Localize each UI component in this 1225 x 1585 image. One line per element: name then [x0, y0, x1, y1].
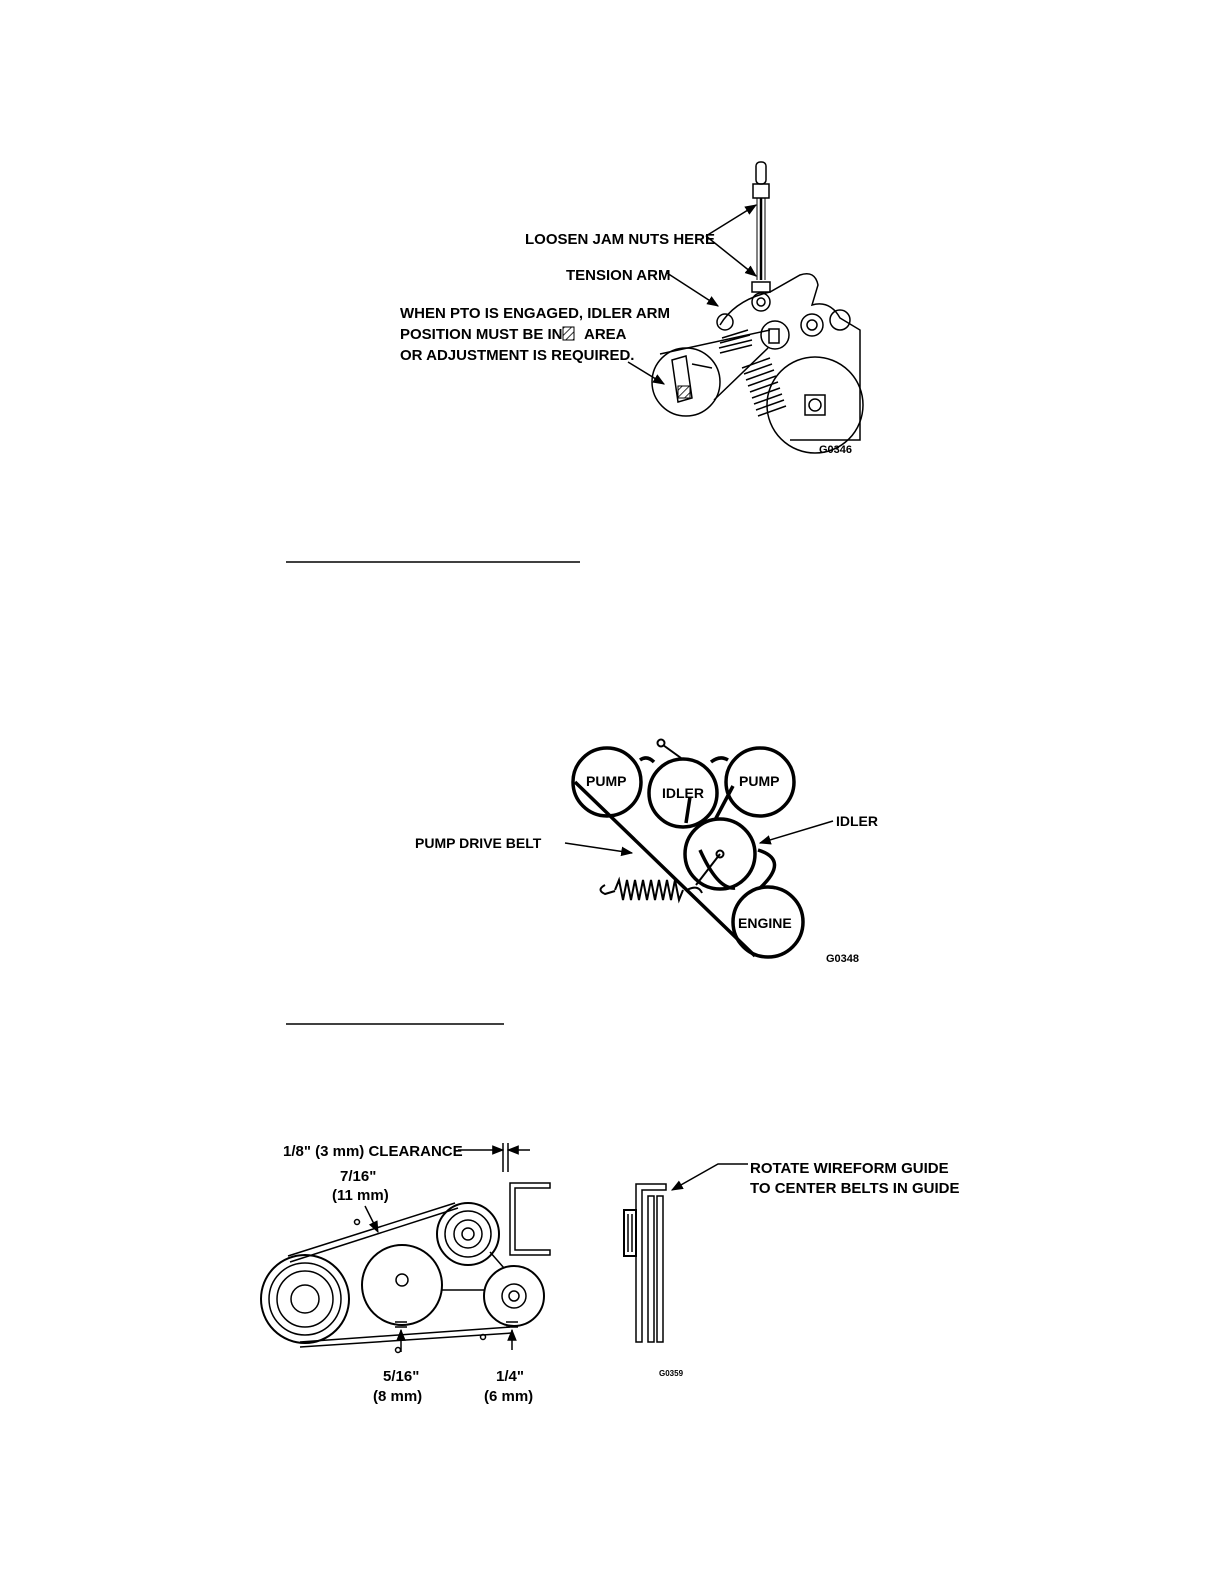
label-engine: ENGINE: [738, 915, 792, 931]
belt-guide-front-view: [624, 1164, 748, 1342]
label-pump-drive-belt: PUMP DRIVE BELT: [415, 835, 542, 851]
label-rotate-line-2: TO CENTER BELTS IN GUIDE: [750, 1180, 960, 1197]
label-idler-top: IDLER: [662, 785, 704, 801]
dim-516-bottom: (8 mm): [373, 1388, 423, 1405]
dim-14-bottom: (6 mm): [484, 1388, 534, 1405]
hatched-area: [678, 386, 690, 398]
label-jam-nuts: LOOSEN JAM NUTS HERE: [525, 231, 716, 248]
figure-id-g0359: G0359: [659, 1369, 684, 1378]
dim-716-bottom: (11 mm): [332, 1187, 389, 1204]
hatch-legend-icon: [563, 327, 574, 340]
figure-belt-guide: [261, 1143, 959, 1405]
figure-tension-arm: [400, 162, 863, 456]
detail-magnifier: [652, 330, 770, 416]
label-rotate-line-1: ROTATE WIREFORM GUIDE: [750, 1160, 949, 1177]
figure-id-g0348: G0348: [826, 953, 860, 965]
figure-id-g0346: G0346: [819, 444, 853, 456]
note-line-1: WHEN PTO IS ENGAGED, IDLER ARM: [400, 305, 671, 322]
label-tension-arm: TENSION ARM: [566, 267, 671, 284]
label-idler: IDLER: [836, 813, 878, 829]
note-line-2b: AREA: [584, 326, 627, 343]
note-line-3: OR ADJUSTMENT IS REQUIRED.: [400, 347, 635, 364]
bracket: [717, 274, 863, 453]
label-pump-right: PUMP: [739, 773, 780, 789]
figure-pump-drive-belt: [415, 740, 878, 966]
dim-14-top: 1/4": [496, 1368, 524, 1385]
note-line-2a: POSITION MUST BE IN: [400, 326, 563, 343]
dim-516-top: 5/16": [383, 1368, 420, 1385]
dim-716-top: 7/16": [340, 1168, 377, 1185]
adjustment-rod: [752, 162, 770, 311]
label-clearance: 1/8" (3 mm) CLEARANCE: [283, 1143, 463, 1160]
label-pump-left: PUMP: [586, 773, 627, 789]
